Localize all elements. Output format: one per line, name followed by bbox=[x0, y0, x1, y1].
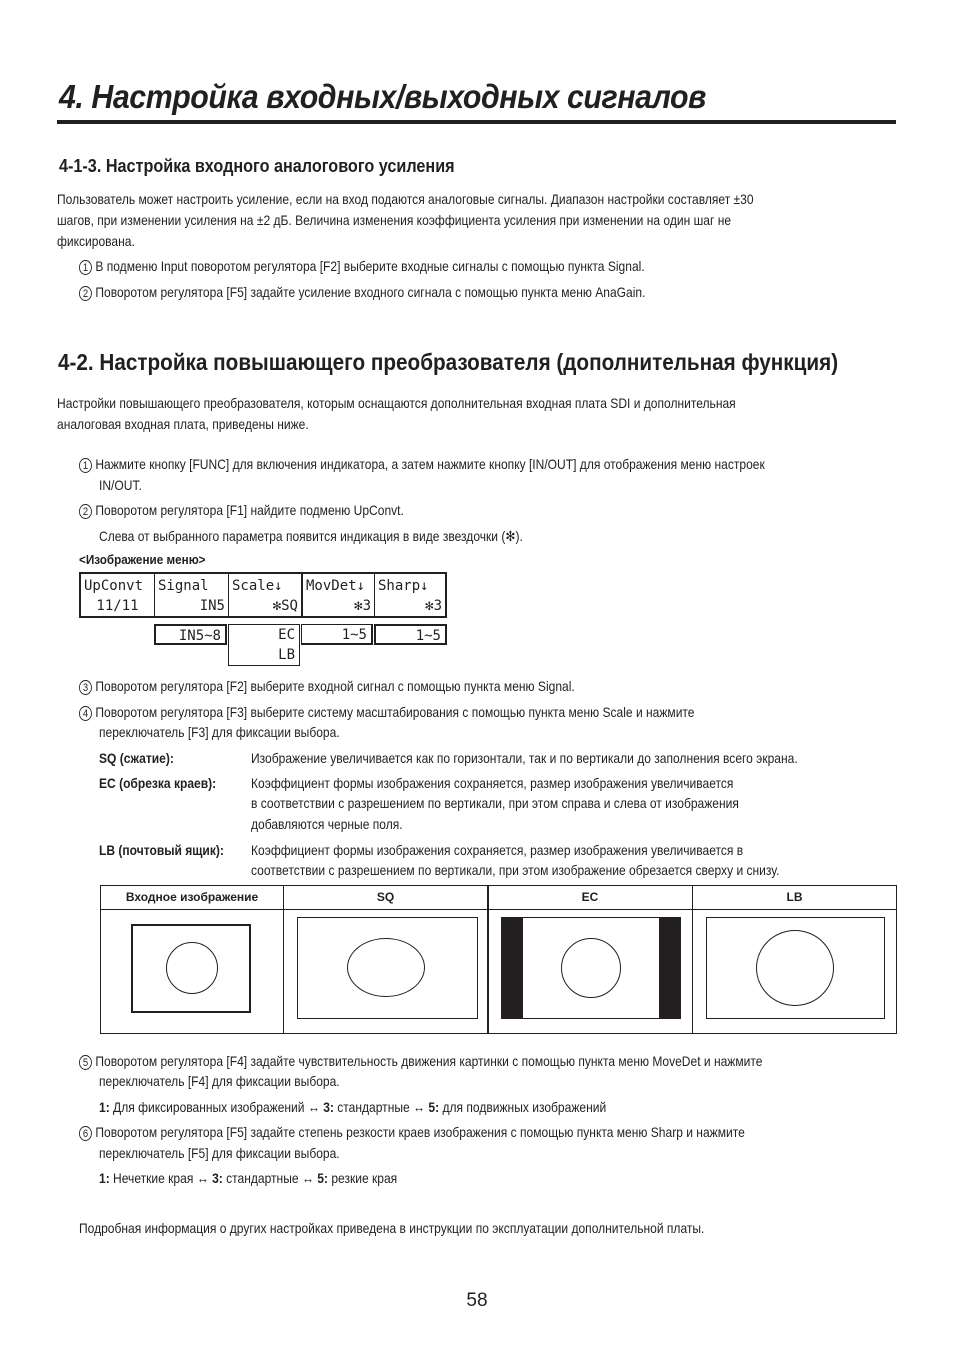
scale-key: 3: bbox=[323, 1099, 334, 1115]
circle-shape bbox=[756, 930, 834, 1006]
section-413-intro-line-2: шагов, при изменении усиления на ±2 дБ. Величина изменения коэффициента усиления при изменении на один шаг не bbox=[57, 212, 732, 228]
section-42-step-4 bbox=[79, 702, 694, 723]
ellipse-shape bbox=[347, 938, 425, 997]
step-text: Поворотом регулятора [F4] задайте чувствительность движения картинки с помощью пункта меню MoveDet и нажмите bbox=[95, 1053, 763, 1069]
step-number-circle: 6 bbox=[79, 1126, 92, 1141]
section-42-step-4-cont: переключатель [F3] для фиксации выбора. bbox=[99, 724, 340, 740]
scale-value: стандартные ↔ bbox=[222, 1170, 318, 1186]
sharp-scale bbox=[99, 1168, 397, 1189]
menu-image-label: <Изображение меню> bbox=[79, 552, 206, 567]
table-header-sq: SQ bbox=[284, 886, 488, 909]
circle-shape bbox=[166, 942, 218, 994]
step-text: Поворотом регулятора [F1] найдите подменю UpConvt. bbox=[95, 502, 404, 518]
section-42-step-2 bbox=[79, 500, 404, 521]
step-number-circle: 4 bbox=[79, 706, 92, 721]
step-text: Поворотом регулятора [F2] выберите входной сигнал с помощью пункта меню Signal. bbox=[95, 678, 575, 694]
step-text: Поворотом регулятора [F5] задайте усиление входного сигнала с помощью пункта меню AnaGain. bbox=[95, 284, 646, 300]
menu-option-scale-ec: EC bbox=[278, 627, 295, 643]
scale-value: для подвижных изображений bbox=[439, 1099, 607, 1115]
definition-text-ec-1: Коэффициент формы изображения сохраняется, размер изображения увеличивается bbox=[251, 775, 734, 791]
step-text: Поворотом регулятора [F3] выберите систему масштабирования с помощью пункта меню Scale и нажмите bbox=[95, 704, 695, 720]
step-number-circle: 2 bbox=[79, 286, 92, 301]
scale-key: 1: bbox=[99, 1170, 110, 1186]
menu-value: 11/11 bbox=[96, 598, 139, 614]
menu-value: ✻3 bbox=[354, 598, 371, 614]
menu-header: Sharp↓ bbox=[378, 578, 429, 594]
menu-header: UpConvt bbox=[84, 578, 144, 594]
menu-option-movdet: 1~5 bbox=[301, 624, 373, 645]
circle-shape bbox=[561, 938, 621, 998]
table-header-lb: LB bbox=[786, 890, 803, 904]
menu-col-signal bbox=[155, 574, 229, 616]
table-divider bbox=[692, 886, 693, 1033]
menu-header: Scale↓ bbox=[232, 578, 283, 594]
chapter-title-rule bbox=[57, 120, 896, 124]
section-42-step-1-cont: IN/OUT. bbox=[99, 477, 142, 493]
menu-col-sharp bbox=[375, 574, 445, 616]
definition-text-ec-3: добавляются черные поля. bbox=[251, 816, 403, 832]
step-text: В подменю Input поворотом регулятора [F2] выберите входные сигналы с помощью пункта Signal. bbox=[95, 258, 645, 274]
table-divider bbox=[487, 886, 489, 1033]
section-413-intro-line-3: фиксирована. bbox=[57, 233, 135, 249]
definition-term-ec: EC (обрезка краев): bbox=[99, 775, 217, 791]
table-divider bbox=[283, 886, 284, 1033]
scale-value: резкие края bbox=[327, 1170, 398, 1186]
menu-value: IN5 bbox=[199, 598, 225, 614]
sq-image-frame bbox=[297, 917, 478, 1019]
scale-key: 5: bbox=[428, 1099, 440, 1115]
menu-col-movdet bbox=[303, 574, 375, 616]
table-header-input: Входное изображение bbox=[101, 886, 284, 909]
input-image-frame bbox=[131, 924, 251, 1013]
definition-term-lb: LB (почтовый ящик): bbox=[99, 842, 224, 858]
menu-col-upconvt bbox=[81, 574, 155, 616]
section-42-heading: 4-2. Настройка повышающего преобразователя (дополнительная функция) bbox=[58, 349, 839, 375]
scale-key: 3: bbox=[212, 1170, 223, 1186]
section-42-step-1 bbox=[79, 454, 765, 475]
lb-image-frame bbox=[706, 917, 885, 1019]
definition-text-lb-2: соответствии с разрешением по вертикали, при этом изображение обрезается сверху и снизу. bbox=[251, 862, 780, 878]
section-42-step-2-note: Слева от выбранного параметра появится индикация в виде звездочки (✻). bbox=[99, 528, 523, 544]
section-42-step-3 bbox=[79, 676, 575, 697]
page-number: 58 bbox=[466, 1290, 488, 1311]
menu-value: ✻SQ bbox=[272, 598, 298, 614]
black-side-bar bbox=[659, 918, 680, 1018]
section-413-step-2 bbox=[79, 282, 645, 303]
section-42-step-6-cont: переключатель [F5] для фиксации выбора. bbox=[99, 1145, 340, 1161]
definition-text-sq: Изображение увеличивается как по горизонтали, так и по вертикали до заполнения всего экрана. bbox=[251, 750, 798, 766]
step-number-circle: 2 bbox=[79, 504, 92, 519]
section-42-intro-line-2: аналоговая входная плата, приведены ниже. bbox=[57, 416, 309, 432]
ec-image-frame bbox=[501, 917, 681, 1019]
section-42-step-5 bbox=[79, 1051, 762, 1072]
scale-key: 5: bbox=[317, 1170, 328, 1186]
chapter-title: 4. Настройка входных/выходных сигналов bbox=[59, 78, 706, 115]
menu-col-scale bbox=[229, 574, 303, 616]
definition-term-sq: SQ (сжатие): bbox=[99, 750, 174, 766]
section-42-step-6 bbox=[79, 1122, 745, 1143]
black-side-bar bbox=[502, 918, 523, 1018]
menu-value: ✻3 bbox=[425, 598, 442, 614]
section-413-step-1 bbox=[79, 256, 645, 277]
scaling-illustration-table bbox=[100, 885, 897, 1034]
step-text: Нажмите кнопку [FUNC] для включения индикатора, а затем нажмите кнопку [IN/OUT] для отображения меню настроек bbox=[95, 456, 765, 472]
definition-text-lb-1: Коэффициент формы изображения сохраняется, размер изображения увеличивается в bbox=[251, 842, 744, 858]
section-42-intro-line-1: Настройки повышающего преобразователя, которым оснащаются дополнительная входная плата SDI и дополнительная bbox=[57, 395, 736, 411]
movdet-scale bbox=[99, 1097, 606, 1118]
footer-note: Подробная информация о других настройках приведена в инструкции по эксплуатации дополнительной платы. bbox=[79, 1220, 705, 1236]
table-header-row bbox=[101, 886, 896, 910]
menu-option-scale bbox=[228, 624, 300, 666]
section-42-step-5-cont: переключатель [F4] для фиксации выбора. bbox=[99, 1073, 340, 1089]
section-413-heading: 4-1-3. Настройка входного аналогового усиления bbox=[59, 156, 455, 176]
menu-header: Signal bbox=[158, 578, 209, 594]
menu-option-signal: IN5~8 bbox=[154, 624, 227, 645]
table-header-ec: EC bbox=[488, 886, 693, 909]
step-number-circle: 1 bbox=[79, 458, 92, 473]
definition-text-ec-2: в соответствии с разрешением по вертикали, при этом справа и слева от изображения bbox=[251, 795, 739, 811]
step-text: Поворотом регулятора [F5] задайте степень резкости краев изображения с помощью пункта меню Sharp и нажмите bbox=[95, 1124, 745, 1140]
section-413-intro-line-1: Пользователь может настроить усиление, если на вход подаются аналоговые сигналы. Диапазон настройки составляет ±30 bbox=[57, 191, 754, 207]
menu-option-scale-lb: LB bbox=[278, 647, 295, 663]
scale-key: 1: bbox=[99, 1099, 110, 1115]
scale-value: Для фиксированных изображений ↔ bbox=[109, 1099, 324, 1115]
menu-option-sharp: 1~5 bbox=[374, 624, 447, 645]
step-number-circle: 3 bbox=[79, 680, 92, 695]
menu-header: MovDet↓ bbox=[306, 578, 366, 594]
scale-value: стандартные ↔ bbox=[333, 1099, 429, 1115]
menu-display bbox=[79, 572, 447, 618]
scale-value: Нечеткие края ↔ bbox=[109, 1170, 213, 1186]
step-number-circle: 1 bbox=[79, 260, 92, 275]
step-number-circle: 5 bbox=[79, 1055, 92, 1070]
